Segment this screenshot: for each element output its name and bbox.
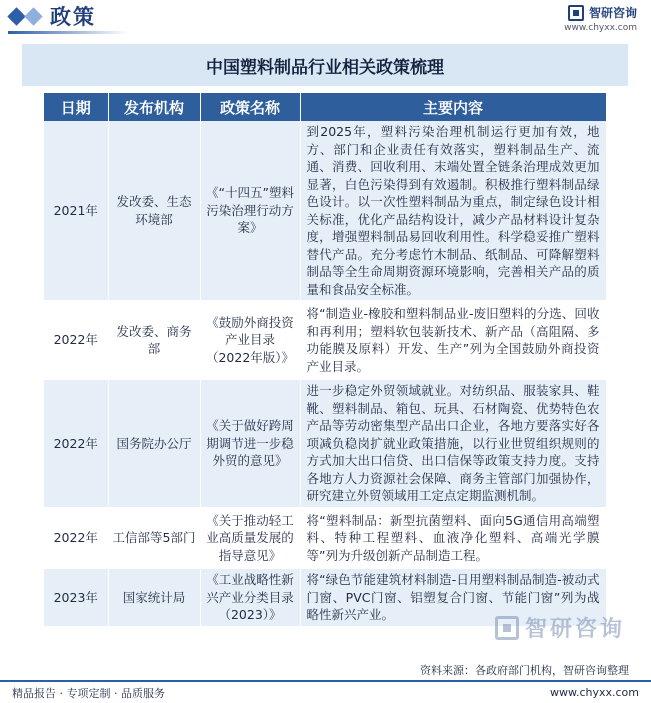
table-title: 中国塑料制品行业相关政策梳理 <box>206 57 444 78</box>
cell-agency: 国务院办公厅 <box>108 379 200 509</box>
footer-slogan: 精品报告 · 专项定制 · 品质服务 <box>12 686 165 700</box>
cell-agency: 工信部等5部门 <box>108 508 200 568</box>
diamond-icon <box>10 10 44 23</box>
cell-agency: 发改委、生态环境部 <box>108 121 200 302</box>
cell-agency: 国家统计局 <box>108 568 200 628</box>
top-bar <box>0 0 651 34</box>
cell-date: 2023年 <box>44 568 108 628</box>
table-row <box>44 379 606 509</box>
cell-date: 2022年 <box>44 379 108 509</box>
watermark-text: 智研咨询 <box>524 617 625 642</box>
cell-content: 将“制造业-橡胶和塑料制品业-废旧塑料的分选、回收和再利用；塑料软包装新技术、新产品（高阻隔、多功能膜及原料）开发、生产”列为全国鼓励外商投资产业目录。 <box>300 302 606 379</box>
cell-date: 2022年 <box>44 302 108 379</box>
table-row <box>44 121 606 302</box>
cell-date: 2022年 <box>44 508 108 568</box>
column-header-agency: 发布机构 <box>108 93 200 121</box>
section-underline <box>8 31 128 34</box>
cell-policy: 《工业战略性新兴产业分类目录（2023）》 <box>200 568 300 628</box>
table-row <box>44 508 606 568</box>
section-title <box>10 2 96 30</box>
table-row <box>44 302 606 379</box>
cell-policy: 《关于做好跨周期调节进一步稳外贸的意见》 <box>200 379 300 509</box>
column-header-date: 日期 <box>44 93 108 121</box>
brand-url: www.chyxx.com <box>564 23 637 33</box>
source-note: 资料来源：各政府部门机构，智研咨询整理 <box>420 664 629 677</box>
watermark <box>495 612 625 643</box>
brand-name: 智研咨询 <box>588 6 637 20</box>
cell-agency: 发改委、商务部 <box>108 302 200 379</box>
cell-content: 将“塑料制品：新型抗菌塑料、面向5G通信用高端塑料、特种工程塑料、血液净化塑料、高端光学膜等”列为升级创新产品制造工程。 <box>300 508 606 568</box>
section-title-text: 政策 <box>50 5 96 29</box>
table-title-band <box>22 44 628 86</box>
column-header-content: 主要内容 <box>300 93 606 121</box>
cell-content: 到2025年，塑料污染治理机制运行更加有效，地方、部门和企业责任有效落实，塑料制品生产、流通、消费、回收利用、末端处置全链条治理成效更加显著，白色污染得到有效遏制。积极推行塑料制品绿色设计。以一次性塑料制品为重点，制定绿色设计相关标准，优化产品结构设计，减少产品材料设计复杂度，增强塑料制品易回收利用性。科学稳妥推广塑料替代产品。充分考虑竹木制品、纸制品、可降解塑料制品等全生命周期资源环境影响，完善相关产品的质量和食品安全标准。 <box>300 121 606 302</box>
policy-table <box>44 93 607 629</box>
brand-logo-icon <box>568 5 584 21</box>
table-header-row <box>44 93 606 121</box>
watermark-logo-icon <box>495 616 519 640</box>
footer-url: www.chyxx.com <box>549 686 639 699</box>
footer <box>0 680 651 703</box>
brand <box>564 4 637 33</box>
cell-policy: 《“十四五”塑料污染治理行动方案》 <box>200 121 300 302</box>
cell-policy: 《关于推动轻工业高质量发展的指导意见》 <box>200 508 300 568</box>
cell-date: 2021年 <box>44 121 108 302</box>
column-header-policy: 政策名称 <box>200 93 300 121</box>
cell-content: 进一步稳定外贸领域就业。对纺织品、服装家具、鞋靴、塑料制品、箱包、玩具、石材陶瓷、优势特色农产品等劳动密集型产品出口企业，各地方要落实好各项减负稳岗扩就业政策措施，以行业世贸组织规则的方式加大出口信贷、出口信保等政策支持力度。支持各地方人力资源社会保障、商务主管部门加强协作，研究建立外贸领域用工定点定期监测机制。 <box>300 379 606 509</box>
cell-policy: 《鼓励外商投资产业目录（2022年版）》 <box>200 302 300 379</box>
cell-content: 将“绿色节能建筑材料制造-日用塑料制品制造-被动式门窗、PVC门窗、铝塑复合门窗、节能门窗”列为战略性新兴产业。 <box>300 568 606 628</box>
